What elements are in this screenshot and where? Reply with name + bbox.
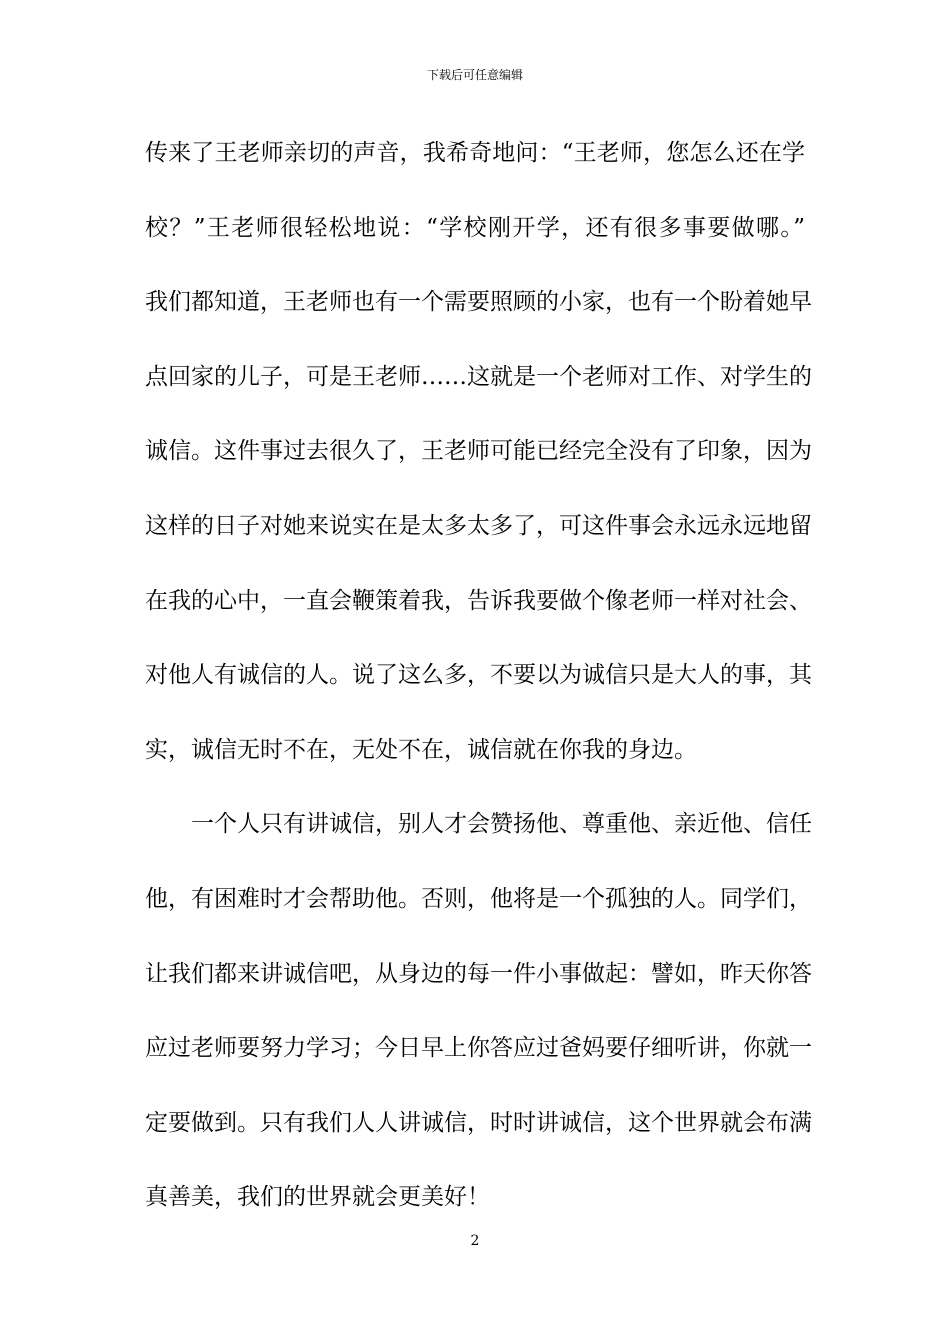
body-text — [145, 128, 812, 1247]
text-line: 传来了王老师亲切的声音，我希奇地问：“王老师，您怎么还在学 — [145, 140, 805, 166]
page-header: 下载后可任意编辑 — [426, 68, 523, 82]
text-line: 定要做到。只有我们人人讲诚信，时时讲诚信，这个世界就会布满 — [145, 1109, 812, 1136]
text-line: 一个人只有讲诚信，别人才会赞扬他、尊重他、亲近他、信任 — [191, 811, 812, 838]
text-line: 实，诚信无时不在，无处不在，诚信就在你我的身边。 — [145, 736, 697, 763]
text-line: 让我们都来讲诚信吧，从身边的每一件小事做起：譬如，昨天你答 — [145, 960, 812, 987]
text-line: 诚信。这件事过去很久了，王老师可能已经完全没有了印象，因为 — [145, 438, 812, 465]
text-line: 对他人有诚信的人。说了这么多，不要以为诚信只是大人的事，其 — [145, 662, 812, 689]
text-line: 点回家的儿子，可是王老师……这就是一个老师对工作、对学生的 — [145, 363, 812, 390]
text-line: 校？”王老师很轻松地说：“学校刚开学，还有很多事要做哪。” — [145, 214, 805, 241]
paragraph-1 — [145, 128, 812, 799]
text-line: 我们都知道，王老师也有一个需要照顾的小家，也有一个盼着她早 — [145, 289, 812, 316]
paragraph-2 — [145, 799, 812, 1247]
text-line: 这样的日子对她来说实在是太多太多了，可这件事会永远永远地留 — [145, 512, 812, 539]
page-number: 2 — [470, 1233, 480, 1249]
text-line: 真善美，我们的世界就会更美好！ — [145, 1184, 490, 1211]
text-line: 在我的心中，一直会鞭策着我，告诉我要做个像老师一样对社会、 — [145, 587, 812, 614]
text-line: 应过老师要努力学习；今日早上你答应过爸妈要仔细听讲，你就一 — [145, 1035, 812, 1062]
text-line: 他，有困难时才会帮助他。否则，他将是一个孤独的人。同学们， — [145, 885, 812, 912]
